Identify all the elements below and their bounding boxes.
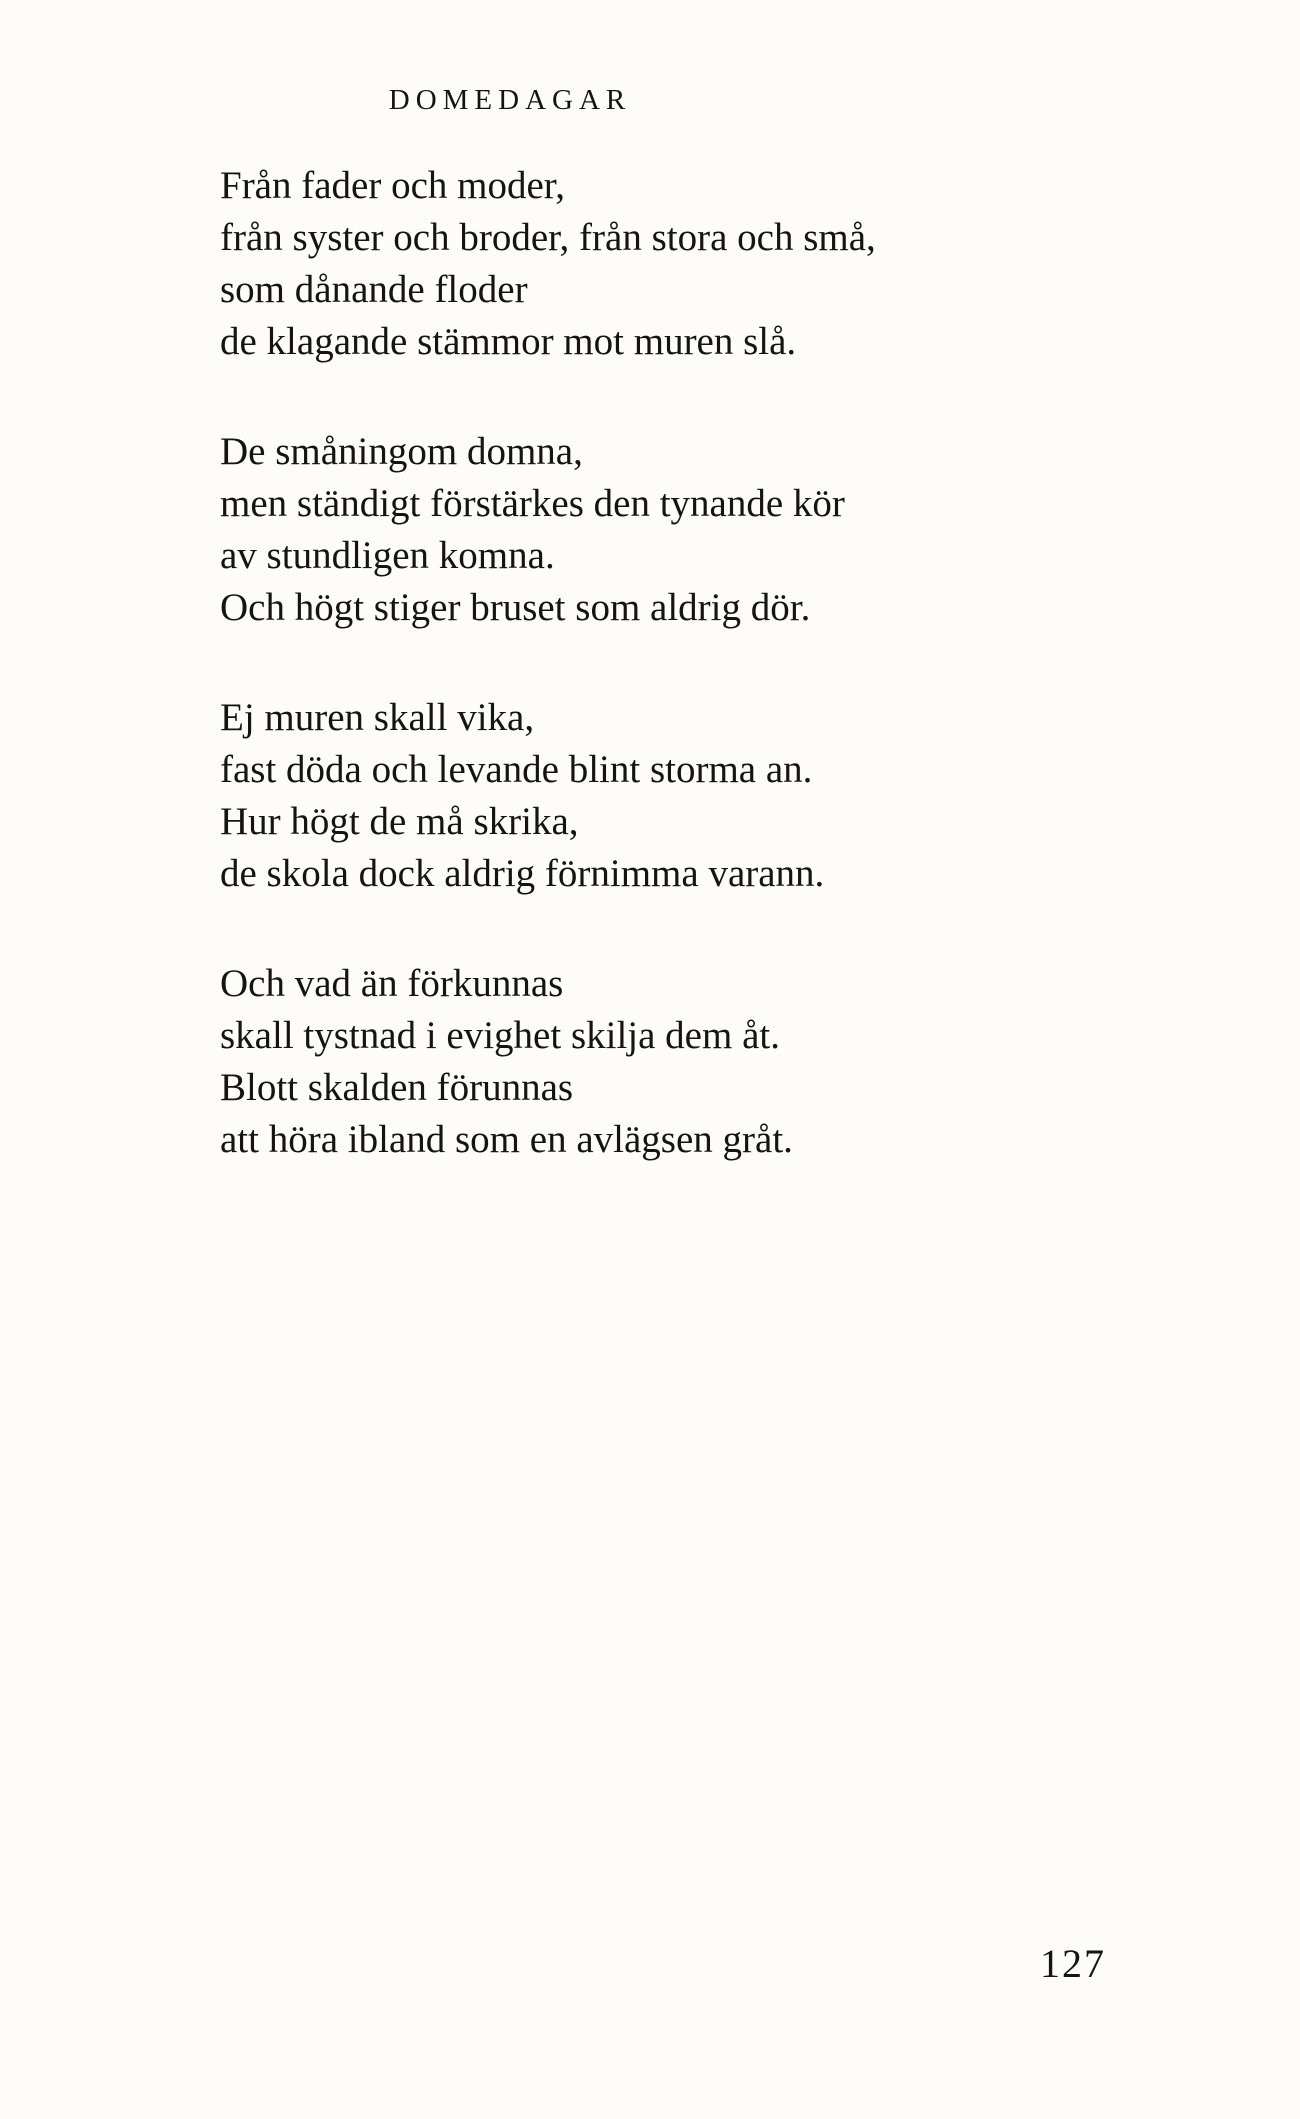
stanza-1 <box>220 160 1120 368</box>
poem-line: men ständigt förstärkes den tynande kör <box>220 482 845 525</box>
stanza-4 <box>220 958 1120 1166</box>
poem-line: Blott skalden förunnas <box>220 1066 574 1109</box>
poem-line: skall tystnad i evighet skilja dem åt. <box>220 1014 780 1057</box>
stanza-2 <box>220 426 1120 634</box>
stanza-3 <box>220 692 1120 900</box>
poem-line: av stundligen komna. <box>220 534 555 577</box>
poem-line: de skola dock aldrig förnimma varann. <box>220 852 825 895</box>
poem-line: Från fader och moder, <box>220 164 565 207</box>
poem-line: Ej muren skall vika, <box>220 696 535 739</box>
poem-line: från syster och broder, från stora och små, <box>220 216 876 259</box>
poem <box>220 160 1120 1224</box>
poem-line: Hur högt de må skrika, <box>220 800 579 843</box>
page-number: 127 <box>1040 1941 1106 1986</box>
poem-line: att höra ibland som en avlägsen gråt. <box>220 1118 793 1161</box>
running-head: DOMEDAGAR <box>388 84 632 116</box>
poem-line: Och vad än förkunnas <box>220 962 564 1005</box>
poem-line: som dånande floder <box>220 268 528 311</box>
poem-line: fast döda och levande blint storma an. <box>220 748 813 791</box>
poem-line: Och högt stiger bruset som aldrig dör. <box>220 586 811 629</box>
poem-line: De småningom domna, <box>220 430 583 473</box>
poem-line: de klagande stämmor mot muren slå. <box>220 320 797 363</box>
